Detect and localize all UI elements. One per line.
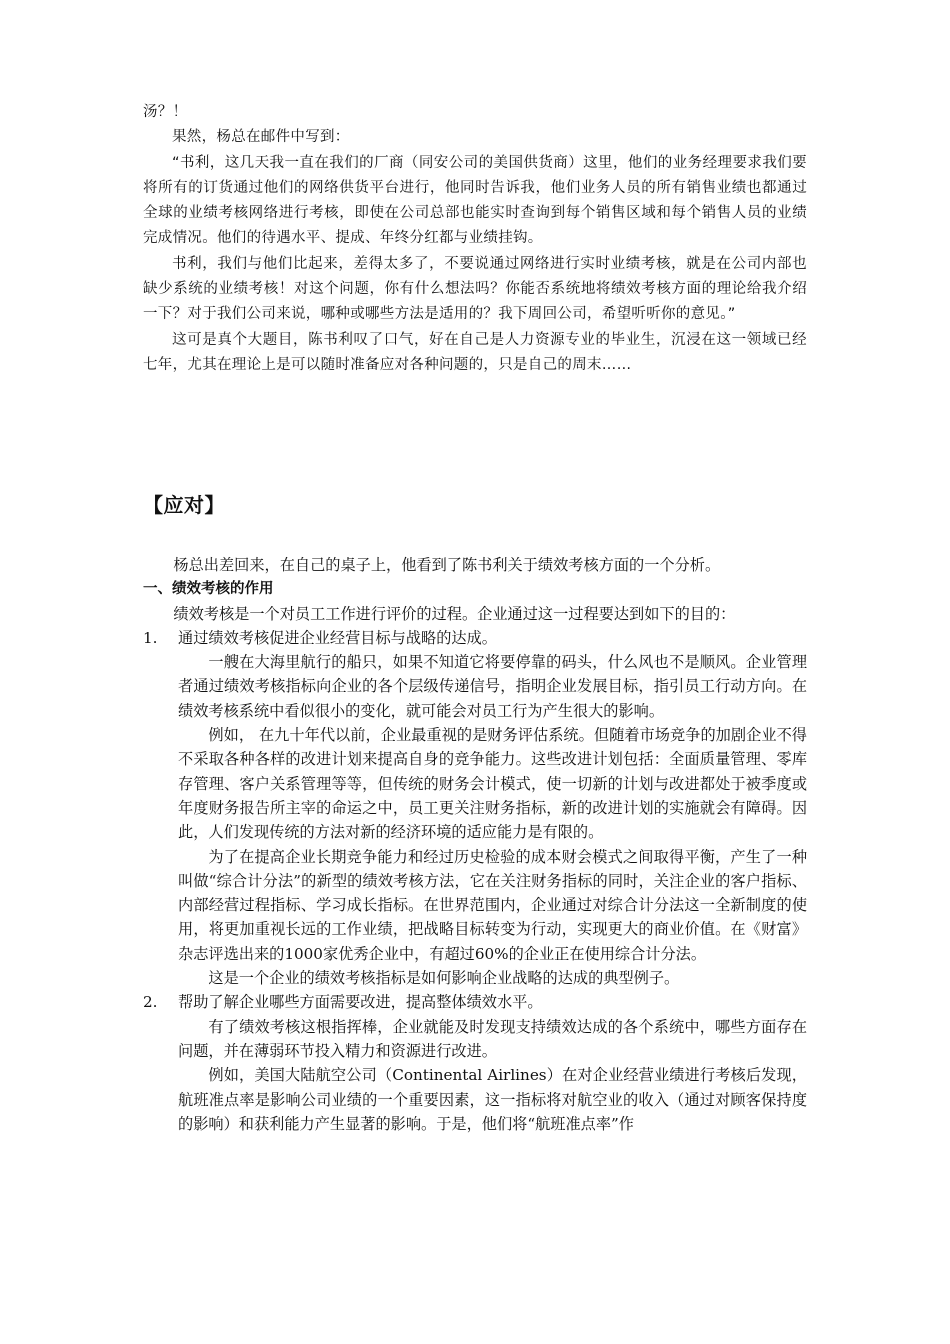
section-heading: 【应对】 (143, 493, 225, 517)
list-number: 1. (143, 628, 158, 647)
list-item (143, 626, 807, 650)
paragraph: 书利，我们与他们比起来，差得太多了，不要说通过网络进行实时业绩考核，就是在公司内部也缺少系统的业绩考核！对这个问题，你有什么想法吗？你能否系统地将绩效考核方面的理论给我介绍一下？对于我们公司来说，哪种或哪些方法是适用的？我下周回公司，希望听听你的意见。” (143, 255, 807, 323)
paragraph: 这可是真个大题目，陈书利叹了口气，好在自己是人力资源专业的毕业生，沉浸在这一领域已经七年，尤其在理论上是可以随时准备应对各种问题的，只是自己的周末…… (143, 331, 807, 373)
intro-section (143, 100, 807, 378)
list-item-text: 帮助了解企业哪些方面需要改进，提高整体绩效水平。 (178, 993, 543, 1012)
list-item (143, 990, 807, 1014)
paragraph: 绩效考核是一个对员工工作进行评价的过程。企业通过这一过程要达到如下的目的： (173, 604, 736, 623)
list-number: 2. (143, 993, 158, 1012)
paragraph: “书利，这几天我一直在我们的厂商（同安公司的美国供货商）这里，他们的业务经理要求我们要将所有的订货通过他们的网络供货平台进行，他同时告诉我，他们业务人员的所有销售业绩也都通过全球的业绩考核网络进行考核，即使在公司总部也能实时查询到每个销售区域和每个销售人员的业绩完成情况。他们的待遇水平、提成、年终分红都与业绩挂钩。 (143, 154, 807, 247)
paragraph: 汤？！ (143, 104, 188, 120)
paragraph: 例如， 在九十年代以前，企业最重视的是财务评估系统。但随着市场竞争的加剧企业不得不采取各种各样的改进计划来提高自身的竞争能力。这些改进计划包括：全面质量管理、零库存管理、客户关系管理等等，但传统的财务会计模式，使一切新的计划与改进都处于被季度或年度财务报告所主宰的命运之中，员工更关注财务指标，新的改进计划的实施就会有障碍。因此，人们发现传统的方法对新的经济环境的适应能力是有限的。 (178, 726, 807, 842)
paragraph: 有了绩效考核这根指挥棒，企业就能及时发现支持绩效达成的各个系统中，哪些方面存在问题，并在薄弱环节投入精力和资源进行改进。 (178, 1017, 807, 1060)
paragraph: 一艘在大海里航行的船只，如果不知道它将要停靠的码头，什么风也不是顺风。企业管理者通过绩效考核指标向企业的各个层级传递信号，指明企业发展目标，指引员工行动方向。在绩效考核系统中看似很小的变化，就可能会对员工行为产生很大的影响。 (178, 653, 807, 720)
list-item-body (178, 650, 807, 990)
paragraph: 例如，美国大陆航空公司（Continental Airlines）在对企业经营业绩进行考核后发现，航班准点率是影响公司业绩的一个重要因素，这一指标将对航空业的收入（通过对顾客保持度的影响）和获利能力产生显著的影响。于是，他们将“航班准点率”作 (178, 1066, 807, 1133)
list-item-body (178, 1015, 807, 1136)
paragraph: 杨总出差回来，在自己的桌子上，他看到了陈书利关于绩效考核方面的一个分析。 (173, 556, 721, 574)
paragraph: 为了在提高企业长期竞争能力和经过历史检验的成本财会模式之间取得平衡，产生了一种叫做“综合计分法”的新型的绩效考核方法，它在关注财务指标的同时，关注企业的客户指标、内部经营过程指标、学习成长指标。在世界范围内，企业通过对综合计分法这一全新制度的使用，将更加重视长远的工作业绩，把战略目标转变为行动，实现更大的商业价值。在《财富》杂志评选出来的1000家优秀企业中，有超过60%的企业正在使用综合计分法。 (178, 847, 807, 963)
section-title: 一、绩效考核的作用 (143, 581, 274, 598)
response-section (143, 553, 807, 1136)
paragraph: 果然，杨总在邮件中写到： (172, 129, 350, 146)
list-item-text: 通过绩效考核促进企业经营目标与战略的达成。 (178, 628, 497, 647)
paragraph: 这是一个企业的绩效考核指标是如何影响企业战略的达成的典型例子。 (208, 969, 680, 988)
